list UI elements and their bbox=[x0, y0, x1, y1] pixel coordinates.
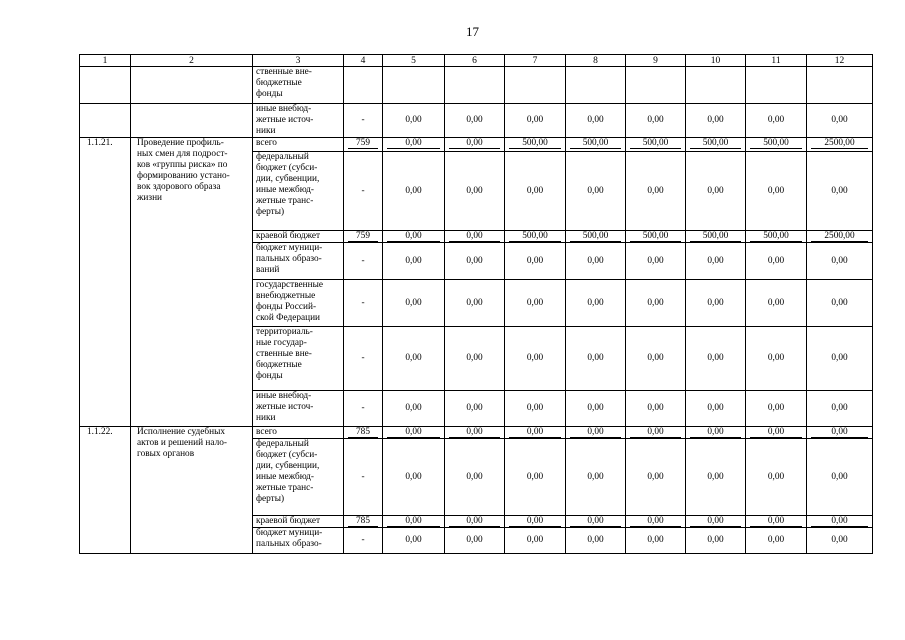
amount-cell: 0,00 bbox=[746, 427, 807, 439]
amount-cell: 0,00 bbox=[686, 243, 746, 280]
amount-cell: 0,00 bbox=[626, 528, 686, 554]
amount-cell: 500,00 bbox=[746, 231, 807, 243]
amount-cell: 2500,00 bbox=[807, 138, 873, 152]
amount-cell: 0,00 bbox=[686, 439, 746, 516]
code-cell: - bbox=[344, 104, 383, 138]
amount-cell: 0,00 bbox=[626, 391, 686, 427]
table-row bbox=[80, 427, 873, 439]
code-cell: 785 bbox=[344, 427, 383, 439]
amount-cell bbox=[746, 67, 807, 104]
item-name-cell bbox=[131, 104, 253, 138]
column-header: 9 bbox=[626, 55, 686, 67]
amount-cell: 0,00 bbox=[686, 280, 746, 327]
amount-cell: 0,00 bbox=[807, 439, 873, 516]
amount-cell: 500,00 bbox=[505, 231, 566, 243]
amount-cell: 0,00 bbox=[626, 427, 686, 439]
item-name-cell: Проведение профиль- ных смен для подрост- ков «группы риска» по формированию устано- вок здорового образа жизни bbox=[131, 138, 253, 427]
table-row bbox=[80, 138, 873, 152]
code-cell: - bbox=[344, 439, 383, 516]
code-cell: 759 bbox=[344, 138, 383, 152]
amount-cell: 0,00 bbox=[746, 516, 807, 528]
amount-cell: 0,00 bbox=[383, 327, 445, 391]
amount-cell: 0,00 bbox=[626, 104, 686, 138]
amount-cell: 0,00 bbox=[383, 528, 445, 554]
amount-cell: 0,00 bbox=[746, 280, 807, 327]
funding-source-cell: иные внебюд- жетные источ- ники bbox=[253, 391, 344, 427]
funding-source-cell: государственные внебюджетные фонды Россий- ской Федерации bbox=[253, 280, 344, 327]
column-header: 7 bbox=[505, 55, 566, 67]
column-header: 11 bbox=[746, 55, 807, 67]
column-header: 6 bbox=[445, 55, 505, 67]
amount-cell: 0,00 bbox=[445, 231, 505, 243]
item-name-cell: Исполнение судебных актов и решений нало- говых органов bbox=[131, 427, 253, 554]
amount-cell: 0,00 bbox=[445, 516, 505, 528]
amount-cell: 500,00 bbox=[626, 138, 686, 152]
amount-cell: 0,00 bbox=[445, 327, 505, 391]
code-cell: - bbox=[344, 327, 383, 391]
column-header: 10 bbox=[686, 55, 746, 67]
amount-cell: 0,00 bbox=[566, 243, 626, 280]
item-number-cell: 1.1.21. bbox=[80, 138, 131, 427]
amount-cell: 0,00 bbox=[686, 516, 746, 528]
amount-cell: 0,00 bbox=[505, 391, 566, 427]
amount-cell: 0,00 bbox=[746, 391, 807, 427]
item-name-cell bbox=[131, 67, 253, 104]
amount-cell: 0,00 bbox=[566, 327, 626, 391]
amount-cell: 0,00 bbox=[566, 427, 626, 439]
amount-cell: 0,00 bbox=[445, 391, 505, 427]
amount-cell: 0,00 bbox=[807, 152, 873, 231]
column-header: 3 bbox=[253, 55, 344, 67]
table-row bbox=[80, 67, 873, 104]
code-cell bbox=[344, 67, 383, 104]
amount-cell: 0,00 bbox=[383, 391, 445, 427]
amount-cell: 0,00 bbox=[505, 439, 566, 516]
funding-source-cell: всего bbox=[253, 138, 344, 152]
amount-cell: 0,00 bbox=[807, 104, 873, 138]
amount-cell: 0,00 bbox=[746, 104, 807, 138]
amount-cell: 0,00 bbox=[686, 528, 746, 554]
funding-source-cell: краевой бюджет bbox=[253, 516, 344, 528]
amount-cell: 0,00 bbox=[807, 391, 873, 427]
item-number-cell bbox=[80, 67, 131, 104]
code-cell: - bbox=[344, 528, 383, 554]
amount-cell: 0,00 bbox=[566, 391, 626, 427]
amount-cell bbox=[566, 67, 626, 104]
amount-cell bbox=[686, 67, 746, 104]
code-cell: - bbox=[344, 152, 383, 231]
amount-cell: 0,00 bbox=[505, 528, 566, 554]
amount-cell: 0,00 bbox=[445, 152, 505, 231]
column-header: 4 bbox=[344, 55, 383, 67]
amount-cell: 0,00 bbox=[445, 243, 505, 280]
amount-cell: 0,00 bbox=[505, 104, 566, 138]
amount-cell bbox=[445, 67, 505, 104]
amount-cell: 0,00 bbox=[383, 138, 445, 152]
amount-cell: 0,00 bbox=[505, 516, 566, 528]
amount-cell: 0,00 bbox=[807, 243, 873, 280]
funding-source-cell: иные внебюд- жетные источ- ники bbox=[253, 104, 344, 138]
amount-cell: 0,00 bbox=[746, 528, 807, 554]
amount-cell bbox=[807, 67, 873, 104]
funding-source-cell: ственные вне- бюджетные фонды bbox=[253, 67, 344, 104]
amount-cell: 0,00 bbox=[566, 516, 626, 528]
amount-cell: 0,00 bbox=[746, 327, 807, 391]
amount-cell: 0,00 bbox=[807, 528, 873, 554]
page-number: 17 bbox=[466, 24, 479, 39]
amount-cell: 0,00 bbox=[686, 427, 746, 439]
amount-cell: 0,00 bbox=[626, 152, 686, 231]
amount-cell: 0,00 bbox=[746, 152, 807, 231]
amount-cell: 0,00 bbox=[445, 104, 505, 138]
amount-cell: 0,00 bbox=[626, 439, 686, 516]
amount-cell: 2500,00 bbox=[807, 231, 873, 243]
code-cell: - bbox=[344, 391, 383, 427]
amount-cell: 0,00 bbox=[686, 152, 746, 231]
amount-cell: 0,00 bbox=[807, 327, 873, 391]
amount-cell: 0,00 bbox=[505, 327, 566, 391]
column-header: 12 bbox=[807, 55, 873, 67]
amount-cell: 0,00 bbox=[383, 427, 445, 439]
amount-cell: 0,00 bbox=[807, 427, 873, 439]
code-cell: - bbox=[344, 243, 383, 280]
amount-cell: 0,00 bbox=[505, 243, 566, 280]
amount-cell: 0,00 bbox=[566, 528, 626, 554]
amount-cell: 0,00 bbox=[807, 280, 873, 327]
header-row bbox=[80, 55, 873, 67]
amount-cell: 500,00 bbox=[686, 231, 746, 243]
amount-cell: 0,00 bbox=[445, 439, 505, 516]
column-header: 2 bbox=[131, 55, 253, 67]
amount-cell: 0,00 bbox=[626, 327, 686, 391]
funding-source-cell: федеральный бюджет (субси- дии, субвенции, иные межбюд- жетные транс- ферты) bbox=[253, 439, 344, 516]
column-header: 5 bbox=[383, 55, 445, 67]
amount-cell: 0,00 bbox=[445, 427, 505, 439]
amount-cell: 0,00 bbox=[505, 280, 566, 327]
amount-cell: 0,00 bbox=[626, 243, 686, 280]
item-number-cell bbox=[80, 104, 131, 138]
code-cell: 759 bbox=[344, 231, 383, 243]
code-cell: - bbox=[344, 280, 383, 327]
amount-cell: 500,00 bbox=[746, 138, 807, 152]
amount-cell: 0,00 bbox=[383, 439, 445, 516]
funding-source-cell: бюджет муници- пальных образо- ваний bbox=[253, 243, 344, 280]
funding-source-cell: бюджет муници- пальных образо- bbox=[253, 528, 344, 554]
amount-cell: 0,00 bbox=[626, 280, 686, 327]
funding-source-cell: краевой бюджет bbox=[253, 231, 344, 243]
amount-cell: 0,00 bbox=[686, 104, 746, 138]
code-cell: 785 bbox=[344, 516, 383, 528]
amount-cell bbox=[505, 67, 566, 104]
amount-cell: 0,00 bbox=[383, 280, 445, 327]
funding-source-cell: федеральный бюджет (субси- дии, субвенции, иные межбюд- жетные транс- ферты) bbox=[253, 152, 344, 231]
amount-cell: 0,00 bbox=[445, 138, 505, 152]
amount-cell: 500,00 bbox=[566, 138, 626, 152]
amount-cell: 0,00 bbox=[566, 104, 626, 138]
amount-cell: 0,00 bbox=[566, 280, 626, 327]
amount-cell: 0,00 bbox=[445, 528, 505, 554]
column-header: 8 bbox=[566, 55, 626, 67]
column-header: 1 bbox=[80, 55, 131, 67]
amount-cell: 0,00 bbox=[505, 427, 566, 439]
funding-source-cell: территориаль- ные государ- ственные вне- бюджетные фонды bbox=[253, 327, 344, 391]
amount-cell: 0,00 bbox=[505, 152, 566, 231]
budget-table bbox=[79, 54, 873, 554]
amount-cell: 500,00 bbox=[566, 231, 626, 243]
amount-cell: 0,00 bbox=[383, 152, 445, 231]
table-row bbox=[80, 104, 873, 138]
amount-cell: 0,00 bbox=[566, 152, 626, 231]
item-number-cell: 1.1.22. bbox=[80, 427, 131, 554]
amount-cell bbox=[626, 67, 686, 104]
amount-cell: 0,00 bbox=[686, 327, 746, 391]
amount-cell: 0,00 bbox=[383, 516, 445, 528]
amount-cell: 0,00 bbox=[383, 243, 445, 280]
amount-cell: 0,00 bbox=[686, 391, 746, 427]
amount-cell: 0,00 bbox=[445, 280, 505, 327]
amount-cell: 0,00 bbox=[383, 104, 445, 138]
amount-cell: 0,00 bbox=[746, 439, 807, 516]
amount-cell: 0,00 bbox=[807, 516, 873, 528]
funding-source-cell: всего bbox=[253, 427, 344, 439]
amount-cell: 500,00 bbox=[505, 138, 566, 152]
amount-cell: 500,00 bbox=[626, 231, 686, 243]
amount-cell bbox=[383, 67, 445, 104]
amount-cell: 0,00 bbox=[746, 243, 807, 280]
amount-cell: 0,00 bbox=[566, 439, 626, 516]
amount-cell: 500,00 bbox=[686, 138, 746, 152]
amount-cell: 0,00 bbox=[626, 516, 686, 528]
amount-cell: 0,00 bbox=[383, 231, 445, 243]
